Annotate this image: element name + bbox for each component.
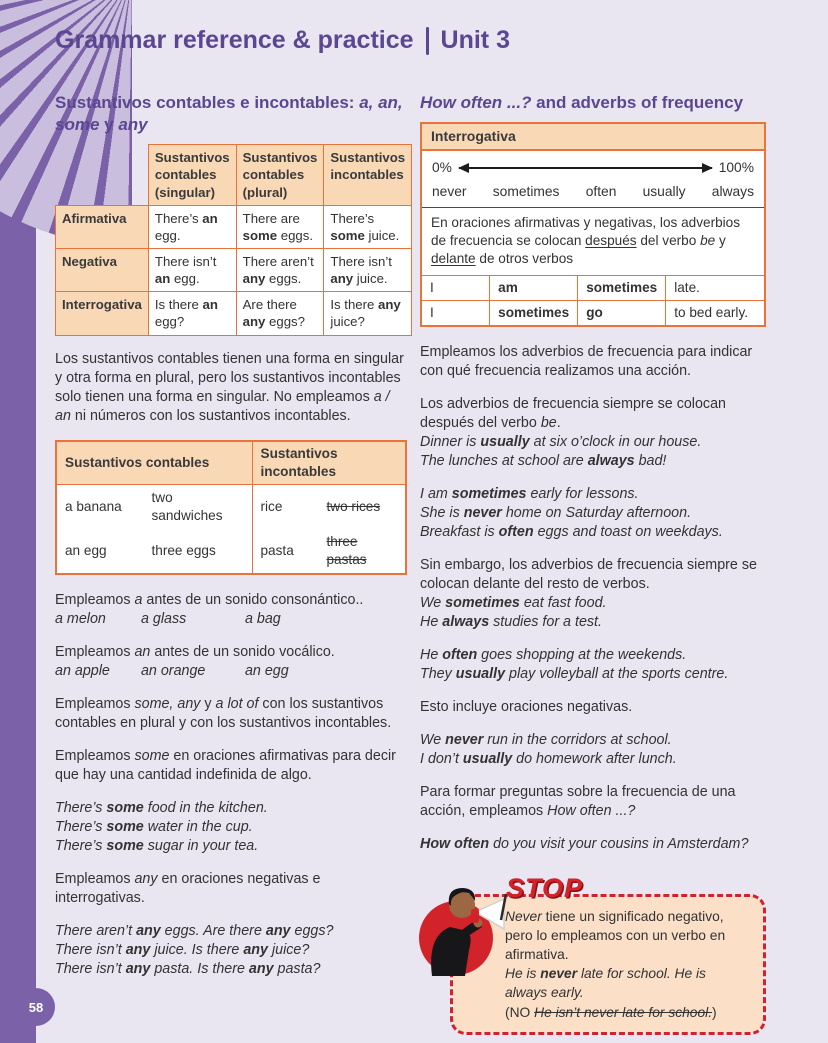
example-sentence: He often goes shopping at the weekends.	[420, 647, 687, 664]
example-sentence: The lunches at school are always bad!	[420, 453, 667, 470]
example-sentence: There isn’t any pasta. Is there any pasta?	[55, 961, 321, 978]
double-arrow-icon	[459, 167, 712, 169]
section-countable-nouns	[55, 92, 407, 993]
section-adverbs-frequency	[420, 92, 766, 1035]
table-blank-cell	[56, 145, 149, 205]
table-cell: to bed early.	[666, 301, 764, 326]
paragraph: Empleamos some en oraciones afirmativas para decir que hay una cantidad indefinida de algo.	[55, 748, 396, 784]
table-cell: There isn’t any juice.	[324, 248, 412, 291]
paragraph: Empleamos a antes de un sonido consonántico..	[55, 592, 364, 609]
example-sentence: There isn’t any juice. Is there any juice?	[55, 942, 310, 959]
example-sentence: There aren’t any eggs. Are there any eggs?	[55, 923, 334, 940]
table-cell: There are some eggs.	[236, 205, 324, 248]
some-examples	[55, 799, 407, 856]
paragraph: Empleamos los adverbios de frecuencia para indicar con qué frecuencia realizamos una acción.	[420, 344, 753, 380]
be-position-block	[420, 395, 766, 471]
countables-forms-table	[55, 144, 412, 335]
adverb-label: always	[711, 184, 754, 200]
table-cell: There aren’t any eggs.	[236, 248, 324, 291]
table-cell: rice	[252, 484, 319, 529]
table-row-label: Negativa	[56, 248, 149, 291]
word-order-table	[422, 275, 764, 325]
example-sentence: They usually play volleyball at the sports centre.	[420, 666, 729, 683]
example-word: an orange	[140, 663, 206, 680]
example-sentence: He always studies for a test.	[420, 614, 602, 631]
table-cell: a banana	[56, 484, 144, 529]
any-examples	[55, 922, 407, 979]
table-cell: I	[422, 276, 490, 301]
table-cell: three eggs	[144, 529, 253, 574]
table-row	[56, 529, 406, 574]
table-cell: Is there an egg?	[148, 292, 236, 335]
table-row-label: Afirmativa	[56, 205, 149, 248]
scale-left-label: 0%	[432, 159, 452, 175]
table-cell: late.	[666, 276, 764, 301]
table-row	[56, 292, 412, 335]
example-sentence: I don’t usually do homework after lunch.	[420, 751, 677, 768]
other-verbs-block	[420, 556, 766, 632]
paragraph: Los sustantivos contables tienen una forma en singular y otra forma en plural, pero los sustantivos incontables solo tienen una forma en singular. No empleamos a / an ni números con los sustantivos incontables.	[55, 350, 404, 424]
stop-label: STOP	[506, 873, 584, 904]
table-cell: I	[422, 301, 490, 326]
example-sentence: We sometimes eat fast food.	[420, 595, 607, 612]
example-sentence: She is never home on Saturday afternoon.	[420, 505, 692, 522]
example-sentence: Breakfast is often eggs and toast on weekdays.	[420, 524, 723, 541]
table-row-label: Interrogativa	[56, 292, 149, 335]
example-word: a melon	[55, 611, 106, 628]
table-cell: go	[578, 301, 666, 326]
table-cell: There isn’t an egg.	[148, 248, 236, 291]
example-sentence: Dinner is usually at six o’clock in our house.	[420, 434, 702, 451]
table-cell: two rices	[319, 484, 407, 529]
example-word: an apple	[55, 663, 110, 680]
countable-examples-table	[55, 440, 407, 575]
table-cell: sometimes	[578, 276, 666, 301]
rule-a-block	[55, 591, 407, 629]
table-header-cell: Sustantivos incontables	[324, 145, 412, 205]
paragraph: Los adverbios de frecuencia siempre se colocan después del verbo be.	[420, 396, 726, 432]
table-row	[56, 484, 406, 529]
interrogativa-label: Interrogativa	[422, 124, 764, 151]
stop-example: He is never late for school. He is always early.	[505, 966, 706, 1001]
rule-an-block	[55, 643, 407, 681]
table-header-row	[56, 145, 412, 205]
example-sentence: I am sometimes early for lessons.	[420, 486, 639, 503]
table-cell: Are there any eggs?	[236, 292, 324, 335]
frequency-scale	[422, 151, 764, 180]
table-header-cell: Sustantivos contables (plural)	[236, 145, 324, 205]
table-header-row	[56, 441, 406, 485]
example-sentence: There’s some water in the cup.	[55, 819, 253, 836]
title-divider-bar	[426, 27, 429, 55]
table-header-cell: Sustantivos incontables	[252, 441, 406, 485]
example-word: a bag	[244, 611, 281, 628]
page-title	[55, 26, 510, 55]
table-header-cell: Sustantivos contables	[56, 441, 252, 485]
adverb-label: never	[432, 184, 467, 200]
frequency-note: En oraciones afirmativas y negativas, los adverbios de frecuencia se colocan después del verbo be y delante de otros verbos	[431, 215, 741, 267]
boy-megaphone-illustration	[414, 864, 510, 980]
table-row	[56, 248, 412, 291]
section-heading-countables: Sustantivos contables e incontables: a, an, some y any	[55, 93, 403, 135]
be-examples-2	[420, 485, 766, 542]
paragraph: Empleamos some, any y a lot of con los sustantivos contables en plural y con los sustantivos incontables.	[55, 696, 392, 732]
negative-examples	[420, 731, 766, 769]
table-cell: sometimes	[490, 301, 578, 326]
stop-text: Never tiene un significado negativo, pero lo empleamos con un verbo en afirmativa.	[505, 909, 726, 963]
stop-wrong-example: (NO He isn’t never late for school.)	[505, 1004, 717, 1020]
table-row	[56, 205, 412, 248]
paragraph: Empleamos any en oraciones negativas e interrogativas.	[55, 871, 321, 907]
table-cell: There’s an egg.	[148, 205, 236, 248]
adverbs-row	[422, 180, 764, 208]
stop-callout	[420, 873, 766, 1034]
page-number: 58	[28, 999, 44, 1015]
table-cell: am	[490, 276, 578, 301]
table-cell: There’s some juice.	[324, 205, 412, 248]
title-unit: Unit 3	[440, 26, 510, 54]
example-sentence: There’s some food in the kitchen.	[55, 800, 268, 817]
scale-right-label: 100%	[718, 159, 754, 175]
table-cell: pasta	[252, 529, 319, 574]
adverb-label: usually	[642, 184, 686, 200]
section-heading-frequency: How often ...? and adverbs of frequency	[420, 93, 744, 112]
paragraph: Sin embargo, los adverbios de frecuencia siempre se colocan delante del resto de verbos.	[420, 557, 757, 593]
table-row	[422, 276, 764, 301]
table-row	[422, 301, 764, 326]
table-header-cell: Sustantivos contables (singular)	[148, 145, 236, 205]
how-often-example: How often do you visit your cousins in Amsterdam?	[420, 836, 749, 853]
table-cell: Is there any juice?	[324, 292, 412, 335]
example-sentence: We never run in the corridors at school.	[420, 732, 672, 749]
example-sentence: There’s some sugar in your tea.	[55, 838, 259, 855]
title-main: Grammar reference & practice	[55, 26, 414, 54]
table-cell: two sandwiches	[144, 484, 253, 529]
example-word: a glass	[140, 611, 187, 628]
adverb-label: sometimes	[492, 184, 560, 200]
paragraph: Empleamos an antes de un sonido vocálico.	[55, 644, 335, 661]
interrogativa-box	[420, 122, 766, 327]
other-verbs-examples-2	[420, 646, 766, 684]
adverb-label: often	[585, 184, 617, 200]
table-cell: three pastas	[319, 529, 407, 574]
example-word: an egg	[244, 663, 289, 680]
table-cell: an egg	[56, 529, 144, 574]
paragraph: Esto incluye oraciones negativas.	[420, 699, 633, 716]
page-number-badge	[17, 988, 55, 1026]
example-word-row	[55, 610, 407, 629]
paragraph: Para formar preguntas sobre la frecuencia de una acción, empleamos How often ...?	[420, 784, 736, 820]
example-word-row	[55, 662, 407, 681]
